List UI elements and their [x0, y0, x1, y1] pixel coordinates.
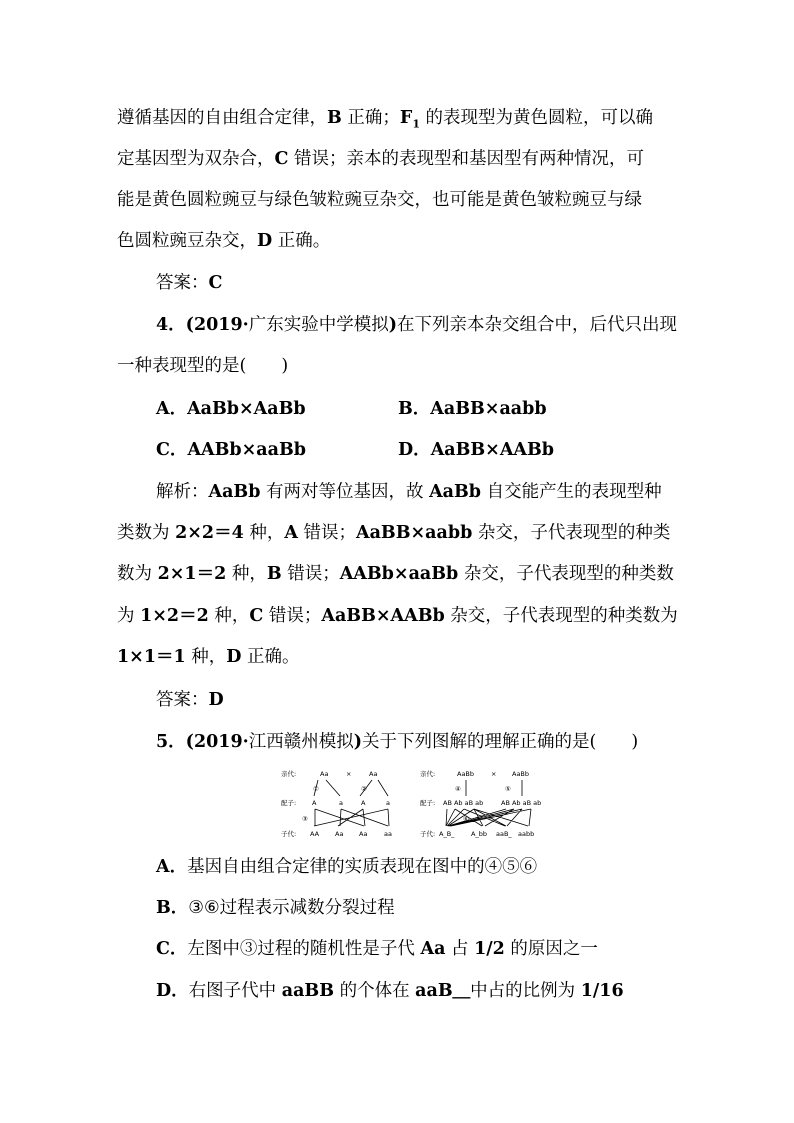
option-text: 右图子代中	[188, 981, 282, 1001]
fertilization-lines	[314, 809, 389, 826]
gamete: A	[312, 799, 317, 807]
q5-option-b	[156, 896, 395, 920]
question-source-close: )	[353, 732, 363, 752]
text: 有两对等位基因，故	[260, 482, 430, 502]
formula: 2×2＝4	[175, 523, 244, 543]
gamete: a	[339, 799, 343, 807]
offspring-phenotype: A_bb	[471, 830, 487, 838]
step-marker-6: ⑥	[463, 815, 469, 823]
text: 定基因型为双杂合，	[117, 149, 275, 169]
offspring-phenotype: aabb	[518, 830, 535, 838]
meiosis-arrows	[466, 780, 522, 796]
option-text: 基因自由组合定律的实质表现在图中的④⑤⑥	[187, 857, 538, 877]
text: 错误；	[281, 564, 340, 584]
offspring-genotype: AA	[310, 830, 320, 838]
option-label: B．	[156, 898, 189, 918]
q4-option-b	[398, 397, 547, 421]
genotype: aaB＿	[415, 981, 471, 1001]
text: 杂交，子代表现型的种类	[472, 523, 671, 543]
para-line-3: 能是黄色圆粒豌豆与绿色皱粒豌豆杂交，也可能是黄色皱粒豌豆与绿	[117, 190, 642, 210]
gamete-set: AB Ab aB ab	[501, 799, 542, 807]
offspring-phenotype: aaB_	[496, 830, 512, 838]
option-text: 左图中③过程的随机性是子代	[187, 939, 421, 959]
option-ref: C	[249, 606, 264, 626]
option-ref: D	[226, 647, 242, 667]
text: 种，	[208, 606, 250, 626]
parent-generation-label: 亲代:	[281, 770, 297, 778]
text: 正确。	[241, 647, 300, 667]
text: 数为	[117, 564, 158, 584]
analysis-label: 解析：	[156, 482, 209, 502]
text: 自交能产生的表现型种	[481, 482, 662, 502]
offspring-genotype: aa	[384, 830, 392, 838]
analysis-line-1	[156, 480, 662, 504]
option-ref: C	[274, 149, 289, 169]
offspring-label: 子代:	[281, 830, 297, 838]
option-label: C．	[156, 939, 188, 959]
text: 正确；	[341, 108, 400, 128]
q5-option-c	[156, 937, 598, 961]
question-4-line-2: 一种表现型的是( )	[117, 356, 289, 376]
option-text: 中占的比例为	[470, 981, 581, 1001]
question-4-line-1	[156, 313, 677, 337]
fertilization-lines	[446, 809, 531, 826]
question-number: 5．(2019·	[156, 732, 249, 752]
answer-4	[156, 688, 224, 712]
option-label: A．	[156, 857, 188, 877]
question-number: 4．(2019·	[156, 315, 249, 335]
question-source: 广东实验中学模拟	[248, 315, 389, 335]
option-ref: A	[284, 523, 298, 543]
option-ref: D	[257, 231, 273, 251]
step-marker-5: ⑤	[505, 785, 511, 793]
text: 类数为	[117, 523, 176, 543]
parent-genotype: Aa	[369, 770, 378, 778]
gamete-set: AB Ab aB ab	[443, 799, 484, 807]
answer-label: 答案：	[156, 273, 209, 293]
step-marker-4: ④	[455, 785, 461, 793]
parent-generation-label: 亲代:	[420, 770, 436, 778]
genotype: aaBB	[281, 981, 335, 1001]
q4-option-a	[156, 397, 306, 421]
text: 为	[117, 606, 141, 626]
cross: AaBB×AABb	[321, 606, 445, 626]
answer-label: 答案：	[156, 690, 209, 710]
offspring-genotype: Aa	[359, 830, 368, 838]
option-label: B．	[398, 399, 431, 419]
para-line-4	[117, 229, 330, 253]
question-5	[156, 730, 638, 754]
formula: 1×1＝1	[117, 647, 186, 667]
text: 种，	[243, 523, 285, 543]
option-text: 的个体在	[334, 981, 416, 1001]
option-text: AaBB×aabb	[430, 399, 547, 419]
step-marker-2: ②	[361, 785, 367, 793]
gamete-label: 配子:	[281, 799, 297, 807]
gamete-label: 配子:	[420, 799, 436, 807]
genotype: AaBb	[208, 482, 261, 502]
genotype: Aa	[420, 939, 446, 959]
option-label: D．	[156, 981, 189, 1001]
answer-3	[156, 271, 222, 295]
answer-value: D	[208, 690, 224, 710]
text: 遵循基因的自由组合定律，	[117, 108, 327, 128]
offspring-phenotype: A_B_	[439, 830, 455, 838]
cross: AABb×aaBb	[339, 564, 459, 584]
option-label: C．	[156, 440, 188, 460]
cross: AaBB×aabb	[356, 523, 473, 543]
generation-subscript: 1	[412, 117, 420, 131]
question-source: 江西赣州模拟	[248, 732, 354, 752]
parent-genotype: AaBb	[512, 770, 530, 778]
formula: 2×1＝2	[157, 564, 227, 584]
analysis-line-4	[117, 604, 678, 628]
text: 色圆粒豌豆杂交，	[117, 231, 257, 251]
q5-option-a	[156, 855, 537, 879]
para-line-2	[117, 147, 644, 171]
answer-value: C	[208, 273, 223, 293]
option-ref: B	[327, 108, 342, 128]
text: 的表现型为黄色圆粒，可以确	[419, 108, 654, 128]
option-text: ③⑥过程表示减数分裂过程	[188, 898, 395, 918]
option-text: 占	[445, 939, 475, 959]
option-label: D．	[398, 440, 431, 460]
cross-symbol: ×	[491, 770, 497, 778]
analysis-line-5	[117, 645, 300, 669]
formula: 1×2＝2	[140, 606, 209, 626]
gamete: a	[386, 799, 390, 807]
text: 杂交，子代表现型的种类数为	[444, 606, 678, 626]
parent-genotype: Aa	[320, 770, 329, 778]
q4-option-c	[156, 438, 306, 462]
text: 种，	[185, 647, 227, 667]
q4-option-d	[398, 438, 554, 462]
text: 正确。	[272, 231, 331, 251]
para-line-1	[117, 106, 653, 137]
gamete: A	[361, 799, 366, 807]
cross-symbol: ×	[346, 770, 352, 778]
question-source-close: )	[388, 315, 398, 335]
text: 错误；	[297, 523, 357, 543]
text: 杂交，子代表现型的种类数	[458, 564, 674, 584]
text: 错误；	[263, 606, 322, 626]
option-text: 的原因之一	[504, 939, 598, 959]
text: 错误；亲本的表现型和基因型有两种情况，可	[288, 149, 644, 169]
question-text: 关于下列图解的理解正确的是( )	[362, 732, 639, 752]
genotype: AaBb	[429, 482, 482, 502]
offspring-label: 子代:	[420, 830, 436, 838]
left-cross-diagram	[281, 769, 392, 838]
analysis-line-3	[117, 562, 674, 586]
question-text: 在下列亲本杂交组合中，后代只出现	[397, 315, 678, 335]
option-text: AABb×aaBb	[187, 440, 306, 460]
fraction: 1/16	[580, 981, 624, 1001]
generation-label: F	[399, 108, 413, 128]
option-label: A．	[156, 399, 188, 419]
analysis-line-2	[117, 521, 670, 545]
option-ref: B	[266, 564, 282, 584]
step-marker-1: ①	[313, 785, 319, 793]
text: 种，	[226, 564, 267, 584]
option-text: AaBb×AaBb	[187, 399, 306, 419]
offspring-genotype: Aa	[335, 830, 344, 838]
step-marker-3: ③	[302, 815, 308, 823]
fraction: 1/2	[474, 939, 505, 959]
parent-genotype: AaBb	[457, 770, 475, 778]
q5-option-d	[156, 979, 624, 1003]
right-cross-diagram	[420, 769, 541, 838]
meiosis-arrows	[314, 780, 388, 796]
option-text: AaBB×AABb	[430, 440, 555, 460]
